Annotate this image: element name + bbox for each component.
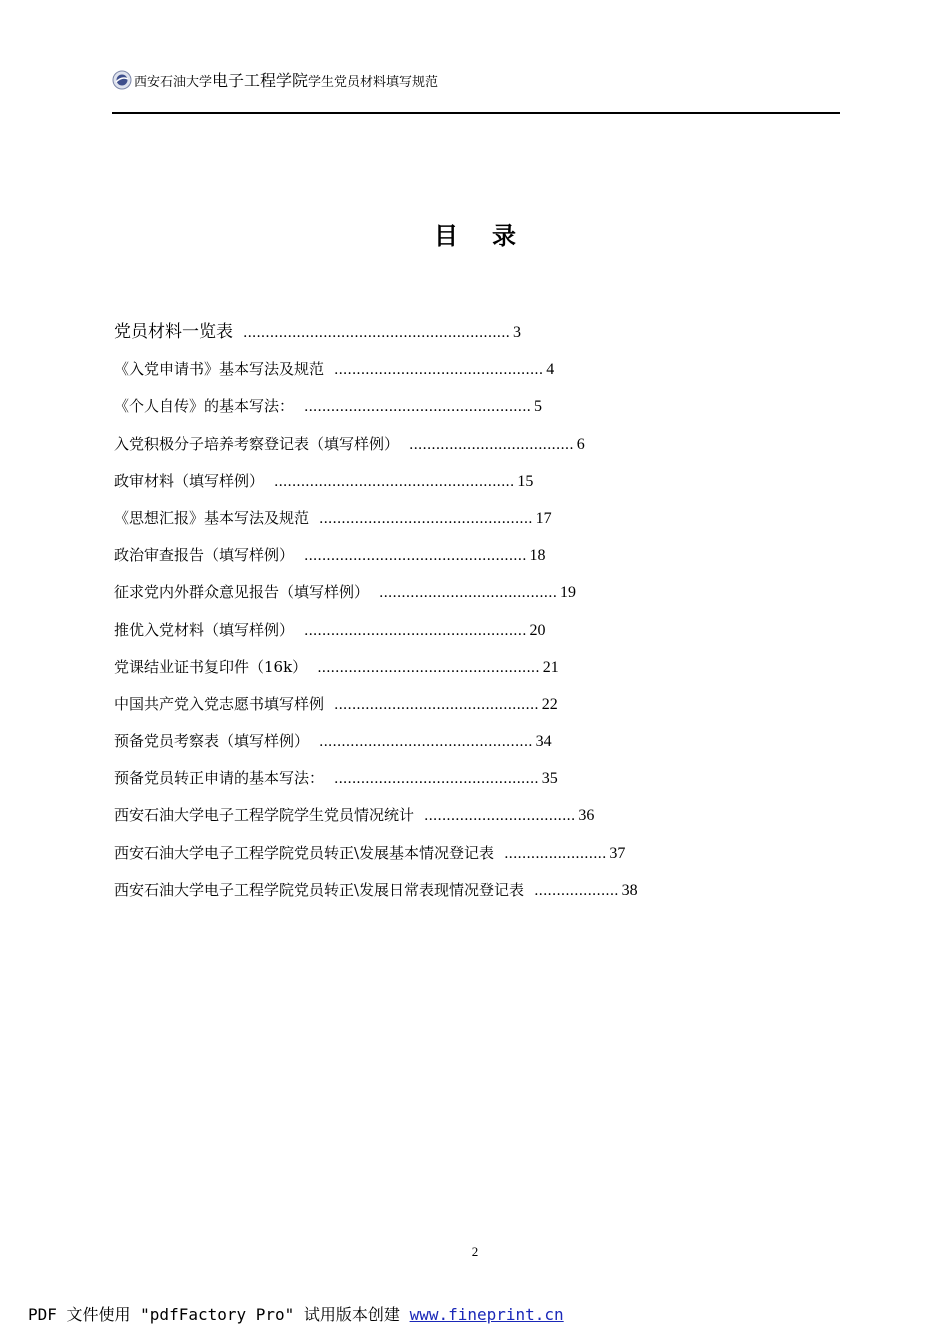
toc-entry-label: 中国共产党入党志愿书填写样例 [114, 694, 325, 713]
toc-page-number: 5 [533, 398, 542, 416]
toc-entry-label: 西安石油大学电子工程学院党员转正\发展基本情况登记表 [114, 843, 495, 862]
toc-entry[interactable] [114, 392, 834, 429]
toc-leader-dots: ................................................ [319, 734, 533, 751]
toc-entry[interactable] [114, 690, 834, 727]
toc-leader-dots: ............................................................ [243, 325, 511, 341]
toc-leader-dots: ..................................... [409, 436, 574, 453]
toc-entry-label: 预备党员转正申请的基本写法： [114, 769, 325, 788]
toc-entry-label: 党课结业证书复印件（16k） [114, 657, 308, 676]
header-school: 电子工程学院 [212, 71, 309, 90]
pdf-footer [28, 1302, 564, 1325]
header-university: 西安石油大学 [134, 75, 213, 90]
toc-entry[interactable] [114, 541, 834, 578]
toc-entry[interactable] [114, 355, 834, 392]
toc-page-number: 3 [513, 324, 522, 341]
toc-entry-label: 西安石油大学电子工程学院学生党员情况统计 [114, 806, 415, 825]
toc-page-number: 35 [541, 770, 558, 788]
toc-entry[interactable] [114, 653, 834, 690]
toc-leader-dots: .................................. [424, 808, 576, 825]
toc-entry-label: 政治审查报告（填写样例） [114, 546, 295, 565]
toc-leader-dots: ................................................... [304, 399, 531, 416]
toc-entry-label: 《思想汇报》基本写法及规范 [114, 508, 310, 527]
toc-leader-dots: ....................... [504, 845, 607, 862]
toc-page-number: 15 [517, 472, 534, 490]
footer-link[interactable]: www.fineprint.cn [409, 1305, 564, 1324]
page-number: 2 [471, 1244, 479, 1259]
table-of-contents [114, 318, 834, 913]
toc-page-number: 34 [535, 733, 552, 751]
header-subtitle: 学生党员材料填写规范 [308, 75, 439, 90]
toc-entry-label: 西安石油大学电子工程学院党员转正\发展日常表现情况登记表 [114, 880, 525, 899]
toc-leader-dots: ................................................ [319, 510, 533, 527]
toc-page-number: 20 [529, 621, 546, 639]
toc-entry[interactable] [114, 318, 834, 355]
toc-page-number: 4 [546, 361, 555, 379]
toc-leader-dots: ...................................................... [274, 473, 515, 490]
toc-entry[interactable] [114, 876, 834, 913]
toc-entry[interactable] [114, 616, 834, 653]
toc-entry[interactable] [114, 801, 834, 838]
toc-page-number: 36 [578, 807, 595, 825]
toc-entry[interactable] [114, 578, 834, 615]
toc-leader-dots: .................................................. [304, 622, 527, 639]
toc-page-number: 21 [542, 658, 559, 676]
toc-entry-label: 党员材料一览表 [114, 322, 233, 342]
university-logo-icon [112, 70, 132, 90]
header-title [134, 72, 438, 92]
toc-leader-dots: .................................................. [304, 548, 527, 565]
toc-page-number: 38 [621, 881, 638, 899]
toc-title: 目录 [434, 221, 550, 250]
toc-entry[interactable] [114, 764, 834, 801]
toc-page-number: 6 [576, 435, 585, 453]
toc-entry[interactable] [114, 504, 834, 541]
toc-entry-label: 政审材料（填写样例） [114, 471, 265, 490]
toc-leader-dots: .............................................. [334, 771, 539, 788]
footer-text: PDF 文件使用 "pdfFactory Pro" 试用版本创建 [28, 1305, 410, 1324]
page-header [112, 66, 840, 114]
toc-page-number: 17 [535, 509, 552, 527]
toc-leader-dots: .............................................. [334, 696, 539, 713]
toc-entry-label: 《个人自传》的基本写法： [114, 397, 295, 416]
toc-entry-label: 《入党申请书》基本写法及规范 [114, 360, 325, 379]
toc-page-number: 37 [609, 844, 626, 862]
toc-entry[interactable] [114, 727, 834, 764]
toc-page-number: 22 [541, 695, 558, 713]
toc-page-number: 18 [529, 547, 546, 565]
toc-leader-dots: ............................................... [334, 362, 544, 379]
toc-leader-dots: ........................................ [379, 585, 558, 602]
toc-leader-dots: ................... [534, 882, 619, 899]
toc-page-number: 19 [560, 584, 577, 602]
toc-entry-label: 征求党内外群众意见报告（填写样例） [114, 583, 370, 602]
toc-entry[interactable] [114, 467, 834, 504]
toc-leader-dots: .................................................. [317, 659, 540, 676]
toc-entry-label: 入党积极分子培养考察登记表（填写样例） [114, 434, 400, 453]
toc-entry[interactable] [114, 430, 834, 467]
toc-entry-label: 推优入党材料（填写样例） [114, 620, 295, 639]
toc-entry[interactable] [114, 839, 834, 876]
toc-entry-label: 预备党员考察表（填写样例） [114, 732, 310, 751]
